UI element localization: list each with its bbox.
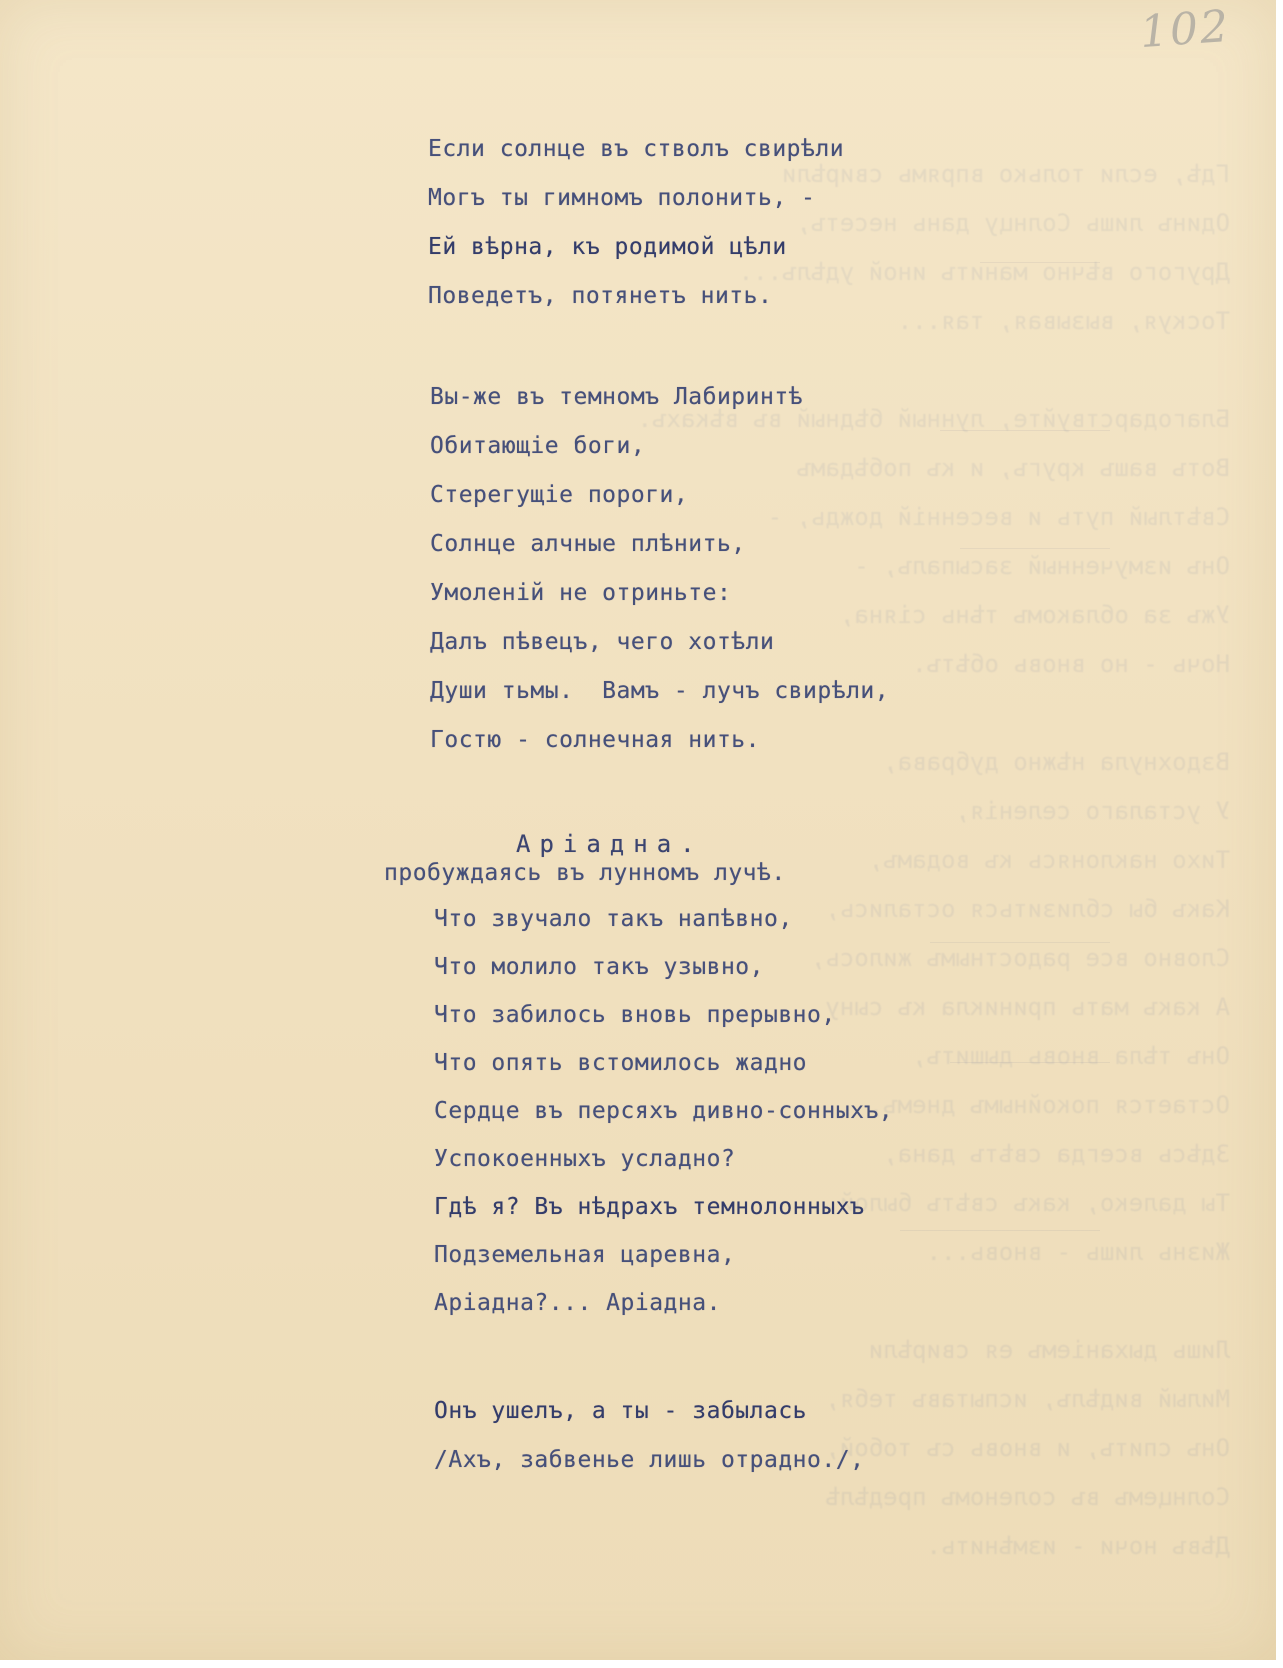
stage-direction: пробуждаясь въ лунномъ лучѣ. bbox=[384, 860, 786, 886]
verse-line: Обитающіе боги, bbox=[430, 433, 646, 459]
faint-rule bbox=[900, 1230, 1100, 1231]
verse-line: /Ахъ, забвенье лишь отрадно./, bbox=[434, 1447, 865, 1473]
verse-line: Души тьмы. Вамъ - лучъ свирѣли, bbox=[430, 678, 890, 704]
verse-line: Подземельная царевна, bbox=[434, 1242, 736, 1268]
verse-line: Солнце алчные плѣнить, bbox=[430, 531, 746, 557]
verse-line: Гостю - солнечная нить. bbox=[430, 727, 760, 753]
page-number: 102 bbox=[1138, 0, 1232, 59]
verse-line: Что молило такъ узывно, bbox=[434, 954, 764, 980]
verse-line: Умоленій не отриньте: bbox=[430, 580, 732, 606]
faint-rule bbox=[940, 430, 1110, 431]
bleed-through-text: Гдѣ, если только впрямь свирѣли Одинъ лишь Солнцу дань несетъ, Другого вѣчно манитъ иной удѣлъ... Тоскуя, вызывая, тая... Благодарствуйте, лунный бѣдный въ вѣкахъ. Вотъ вашъ кругъ, и къ побѣдамъ Свѣтлый путь и весенній дождь, - Онъ измученный засыпалъ, - Ужъ за облакомъ тѣнь сіяна, Ночь - но вновь обѣтъ. Вздохнула нѣжно дубрава, У усталаго селенія, Тихо наклонясь къ водамъ, Какъ бы сблизиться остались, Словно все радостнымъ жилось, А какъ мать приникла къ сыну Онъ тѣла вновь дышитъ, Остается покойнымъ днемъ, Здѣсь всегда свѣтъ дана, Ты далеко, какъ свѣтъ былой, Жизнь лишь - вновь... Лишь дыханіемъ ея свирѣли Милый видѣлъ, испытавъ тебя, Онъ спитъ, и вновь съ тобой, Солнцемъ въ соленомъ предѣлѣ Дѣвъ ночи - измѣнить. bbox=[637, 160, 1230, 1560]
verse-line: Что забилось вновь прерывно, bbox=[434, 1002, 836, 1028]
verse-line: Что звучало такъ напѣвно, bbox=[434, 906, 793, 932]
verse-line: Поведетъ, потянетъ нить. bbox=[428, 283, 773, 309]
faint-rule bbox=[980, 262, 1100, 263]
verse-line: Могъ ты гимномъ полонить, - bbox=[428, 185, 816, 211]
verse-line: Ей вѣрна, къ родимой цѣли bbox=[428, 234, 787, 260]
verse-line: Что опять встомилось жадно bbox=[434, 1050, 808, 1076]
verse-line: Сердце въ персяхъ дивно-сонныхъ, bbox=[434, 1098, 894, 1124]
verse-line: Гдѣ я? Въ нѣдрахъ темнолонныхъ bbox=[434, 1194, 865, 1220]
faint-rule bbox=[960, 548, 1110, 549]
verse-line: Стерегущіе пороги, bbox=[430, 482, 689, 508]
verse-line: Вы-же въ темномъ Лабиринтѣ bbox=[430, 384, 804, 410]
verse-line: Онъ ушелъ, а ты - забылась bbox=[434, 1398, 808, 1424]
verse-line: Аріадна?... Аріадна. bbox=[434, 1290, 721, 1316]
faint-rule bbox=[950, 1062, 1110, 1063]
verse-line: Далъ пѣвецъ, чего хотѣли bbox=[430, 629, 775, 655]
character-name-heading: Аріадна. bbox=[516, 830, 704, 858]
faint-rule bbox=[930, 942, 1110, 943]
verse-line: Успокоенныхъ усладно? bbox=[434, 1146, 736, 1172]
verse-line: Если солнце въ стволъ свирѣли bbox=[428, 136, 845, 162]
